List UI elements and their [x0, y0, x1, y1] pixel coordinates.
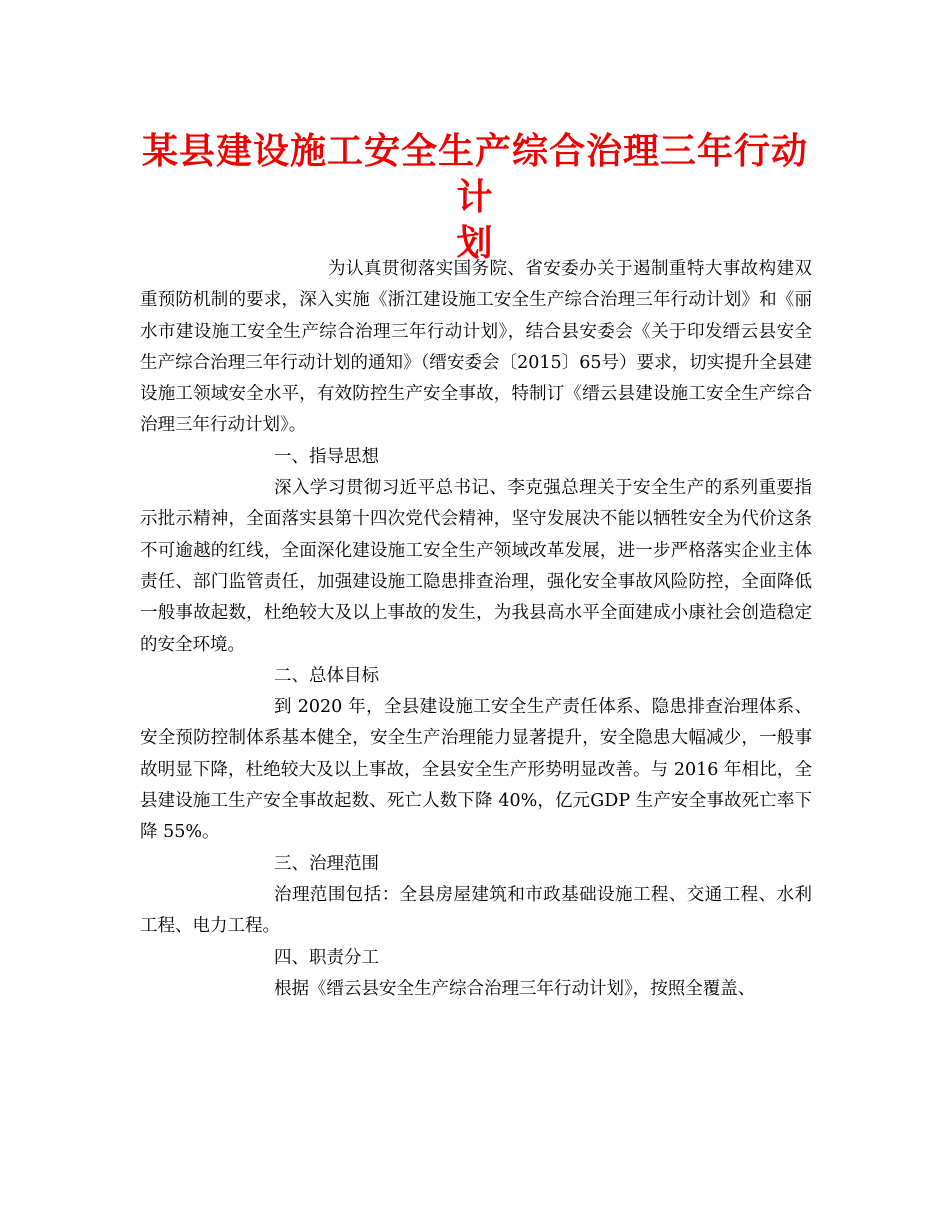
- document-body: [140, 254, 812, 1005]
- section-heading-1: 一、指导思想: [274, 446, 379, 467]
- body-paragraph: 深入学习贯彻习近平总书记、李克强总理关于安全生产的系列重要指示批示精神，全面落实县第十四次党代会精神，坚守发展决不能以牺牲安全为代价这条不可逾越的红线，全面深化建设施工安全生产领域改革发展，进一步严格落实企业主体责任、部门监管责任，加强建设施工隐患排查治理，强化安全事故风险防控，全面降低一般事故起数，杜绝较大及以上事故的发生，为我县高水平全面建成小康社会创造稳定的安全环境。: [140, 478, 812, 655]
- intro-paragraph: 为认真贯彻落实国务院、省安委办关于遏制重特大事故构建双重预防机制的要求，深入实施《浙江建设施工安全生产综合治理三年行动计划》和《丽水市建设施工安全生产综合治理三年行动计划》，结合县安委会《关于印发缙云县安全生产综合治理三年行动计划的通知》（缙安委会〔2015〕65号）要求，切实提升全县建设施工领域安全水平，有效防控生产安全事故，特制订《缙云县建设施工安全生产综合治理三年行动计划》。: [140, 259, 812, 436]
- section-heading-4: 四、职责分工: [274, 947, 379, 968]
- title-line-2: 划: [456, 222, 494, 264]
- title-line-1: 某县建设施工安全生产综合治理三年行动计: [141, 130, 808, 218]
- section-heading-2: 二、总体目标: [274, 665, 379, 686]
- body-paragraph: 根据《缙云县安全生产综合治理三年行动计划》，按照全覆盖、: [274, 978, 756, 999]
- body-paragraph: 治理范围包括：全县房屋建筑和市政基础设施工程、交通工程、水利工程、电力工程。: [140, 884, 812, 937]
- section-heading-3: 三、治理范围: [274, 853, 379, 874]
- document-title: [130, 128, 820, 266]
- body-paragraph: 到 2020 年，全县建设施工安全生产责任体系、隐患排查治理体系、安全预防控制体系基本健全，安全生产治理能力显著提升，安全隐患大幅减少，一般事故明显下降，杜绝较大及以上事故，全县安全生产形势明显改善。与 2016 年相比，全县建设施工生产安全事故起数、死亡人数下降 40%，亿元GDP 生产安全事故死亡率下降 55%。: [140, 697, 812, 843]
